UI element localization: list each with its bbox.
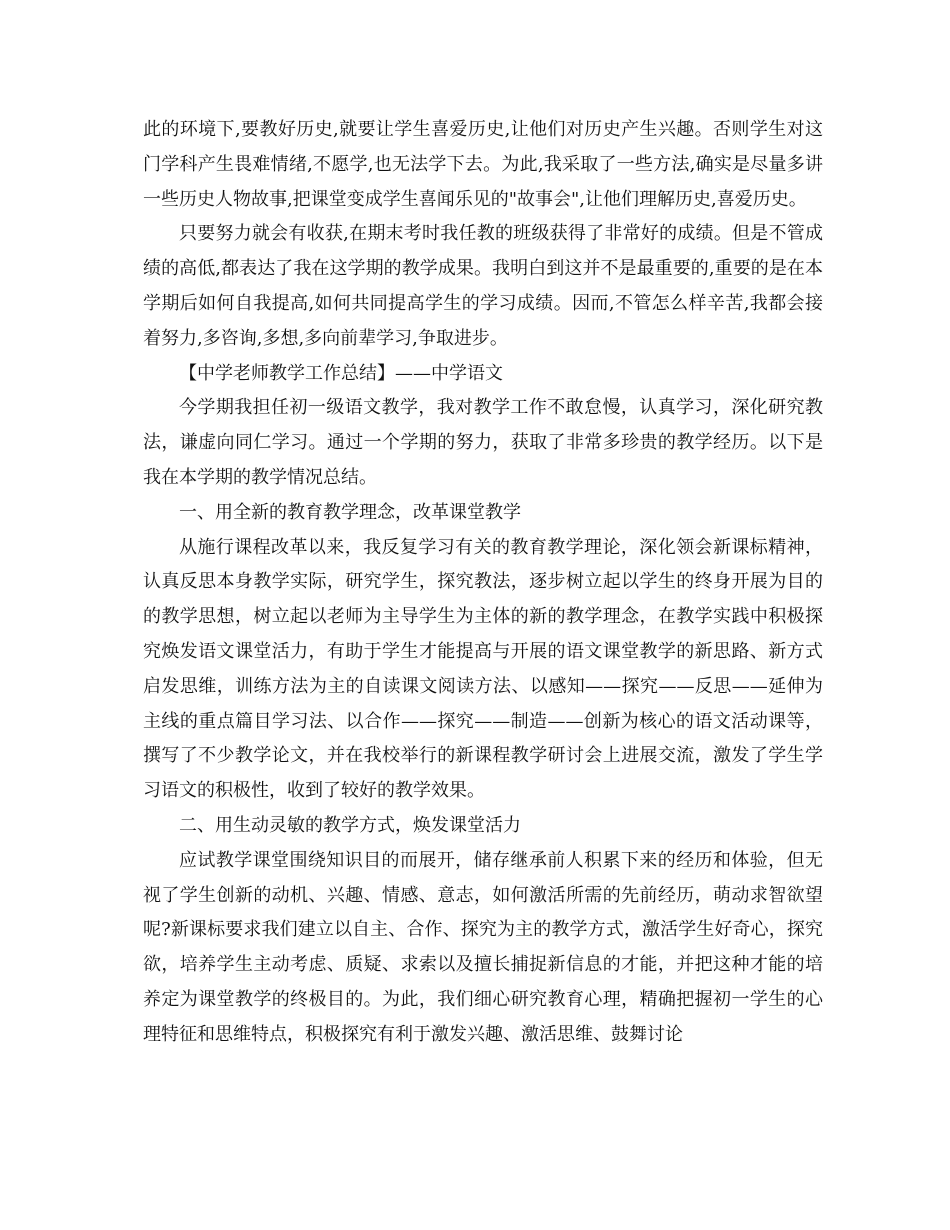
- subheading-teaching-methods: 二、用生动灵敏的教学方式，焕发课堂活力: [179, 814, 521, 836]
- section-heading-chinese-teaching: 【中学老师教学工作总结】——中学语文: [179, 362, 503, 384]
- paragraph-semester-intro: 今学期我担任初一级语文教学，我对教学工作不敢怠慢，认真学习，深化研究教法，谦虚向同仁学习。通过一个学期的努力，获取了非常多珍贵的教学经历。以下是我在本学期的教学情况总结。: [143, 397, 823, 488]
- subheading-new-teaching-concept: 一、用全新的教育教学理念，改革课堂教学: [179, 501, 521, 523]
- document-body: [143, 113, 823, 1053]
- paragraph-history-interest: 此的环境下,要教好历史,就要让学生喜爱历史,让他们对历史产生兴趣。否则学生对这门学科产生畏难情绪,不愿学,也无法学下去。为此,我采取了一些方法,确实是尽量多讲一些历史人物故事,把课堂变成学生喜闻乐见的"故事会",让他们理解历史,喜爱历史。: [143, 119, 823, 210]
- paragraph-curriculum-reform: 从施行课程改革以来，我反复学习有关的教育教学理论，深化领会新课标精神，认真反思本身教学实际，研究学生，探究教法，逐步树立起以学生的终身开展为目的的教学思想，树立起以老师为主导学生为主体的新的教学理念，在教学实践中积极探究焕发语文课堂活力，有助于学生才能提高与开展的语文课堂教学的新思路、新方式启发思维，训练方法为主的自读课文阅读方法、以感知——探究——反思——延伸为主线的重点篇目学习法、以合作——探究——制造——创新为核心的语文活动课等，撰写了不少教学论文，并在我校举行的新课程教学研讨会上进展交流，激发了学生学习语文的积极性，收到了较好的教学效果。: [143, 536, 823, 802]
- paragraph-effort-results: 只要努力就会有收获,在期末考时我任教的班级获得了非常好的成绩。但是不管成绩的高低,都表达了我在这学期的教学成果。我明白到这并不是最重要的,重要的是在本学期后如何自我提高,如何共同提高学生的学习成绩。因而,不管怎么样辛苦,我都会接着努力,多咨询,多想,多向前辈学习,争取进步。: [143, 223, 823, 349]
- paragraph-exam-oriented-teaching: 应试教学课堂围绕知识目的而展开，储存继承前人积累下来的经历和体验，但无视了学生创新的动机、兴趣、情感、意志，如何激活所需的先前经历，萌动求智欲望呢?新课标要求我们建立以自主、合作、探究为主的教学方式，激活学生好奇心，探究欲，培养学生主动考虑、质疑、求索以及擅长捕捉新信息的才能，并把这种才能的培养定为课堂教学的终极目的。为此，我们细心研究教育心理，精确把握初一学生的心理特征和思维特点，积极探究有利于激发兴趣、激活思维、鼓舞讨论: [143, 849, 823, 1045]
